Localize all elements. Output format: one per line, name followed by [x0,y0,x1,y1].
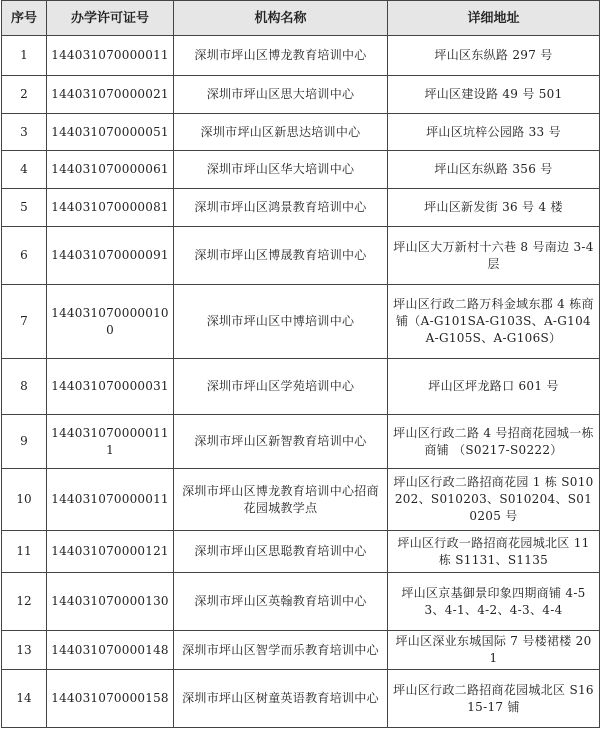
cell-license: 144031070000051 [47,114,174,151]
table-row [2,114,600,151]
table-row [2,359,600,415]
cell-seq: 11 [2,531,47,573]
cell-license: 144031070000081 [47,189,174,227]
table-row [2,189,600,227]
cell-name: 深圳市坪山区鸿景教育培训中心 [174,189,388,227]
table-row [2,415,600,469]
cell-address: 坪山区行政二路招商花园城北区 S1615-17 铺 [388,670,600,728]
cell-name: 深圳市坪山区博龙教育培训中心 [174,36,388,76]
cell-address: 坪山区建设路 49 号 501 [388,76,600,114]
cell-address: 坪山区东纵路 356 号 [388,151,600,189]
cell-license: 144031070000121 [47,531,174,573]
header-name: 机构名称 [174,1,388,36]
table-row [2,469,600,531]
table-row [2,531,600,573]
cell-address: 坪山区行政二路招商花园 1 栋 S010202、S010203、S010204、S010205 号 [388,469,600,531]
cell-license: 144031070000158 [47,670,174,728]
cell-address: 坪山区大万新村十六巷 8 号南边 3-4 层 [388,227,600,285]
cell-name: 深圳市坪山区博晟教育培训中心 [174,227,388,285]
cell-seq: 12 [2,573,47,631]
cell-name: 深圳市坪山区博龙教育培训中心招商花园城教学点 [174,469,388,531]
cell-address: 坪山区坑梓公园路 33 号 [388,114,600,151]
cell-seq: 2 [2,76,47,114]
cell-address: 坪山区东纵路 297 号 [388,36,600,76]
cell-seq: 13 [2,631,47,670]
cell-address: 坪山区京基御景印象四期商铺 4-53、4-1、4-2、4-3、4-4 [388,573,600,631]
cell-license: 1440310700000111 [47,415,174,469]
cell-seq: 5 [2,189,47,227]
cell-license: 144031070000011 [47,36,174,76]
table-row [2,151,600,189]
table-row [2,573,600,631]
cell-address: 坪山区新发街 36 号 4 楼 [388,189,600,227]
cell-name: 深圳市坪山区中博培训中心 [174,285,388,359]
cell-name: 深圳市坪山区学苑培训中心 [174,359,388,415]
cell-name: 深圳市坪山区思大培训中心 [174,76,388,114]
cell-license: 1440310700000100 [47,285,174,359]
cell-seq: 9 [2,415,47,469]
table-row [2,631,600,670]
cell-license: 144031070000061 [47,151,174,189]
cell-seq: 7 [2,285,47,359]
cell-name: 深圳市坪山区新思达培训中心 [174,114,388,151]
header-address: 详细地址 [388,1,600,36]
cell-license: 144031070000091 [47,227,174,285]
cell-seq: 4 [2,151,47,189]
table-row [2,227,600,285]
cell-name: 深圳市坪山区英翰教育培训中心 [174,573,388,631]
table-row [2,76,600,114]
header-license: 办学许可证号 [47,1,174,36]
cell-license: 144031070000021 [47,76,174,114]
cell-license: 144031070000148 [47,631,174,670]
cell-seq: 1 [2,36,47,76]
cell-name: 深圳市坪山区华大培训中心 [174,151,388,189]
cell-license: 144031070000031 [47,359,174,415]
cell-name: 深圳市坪山区新智教育培训中心 [174,415,388,469]
table-row [2,670,600,728]
cell-seq: 14 [2,670,47,728]
cell-seq: 3 [2,114,47,151]
cell-name: 深圳市坪山区树童英语教育培训中心 [174,670,388,728]
cell-license: 144031070000130 [47,573,174,631]
cell-license: 144031070000011 [47,469,174,531]
cell-address: 坪山区行政二路万科金域东郡 4 栋商铺（A-G101SA-G103S、A-G104A-G105S、A-G106S） [388,285,600,359]
cell-address: 坪山区行政一路招商花园城北区 11 栋 S1131、S1135 [388,531,600,573]
cell-name: 深圳市坪山区智学而乐教育培训中心 [174,631,388,670]
cell-name: 深圳市坪山区思聪教育培训中心 [174,531,388,573]
cell-seq: 10 [2,469,47,531]
cell-seq: 6 [2,227,47,285]
institution-table [1,0,600,728]
table-header-row [2,1,600,36]
cell-seq: 8 [2,359,47,415]
cell-address: 坪山区坪龙路口 601 号 [388,359,600,415]
table-row [2,285,600,359]
cell-address: 坪山区行政二路 4 号招商花园城一栋商铺 （S0217-S0222） [388,415,600,469]
header-seq: 序号 [2,1,47,36]
table-row [2,36,600,76]
cell-address: 坪山区深业东城国际 7 号楼裙楼 201 [388,631,600,670]
